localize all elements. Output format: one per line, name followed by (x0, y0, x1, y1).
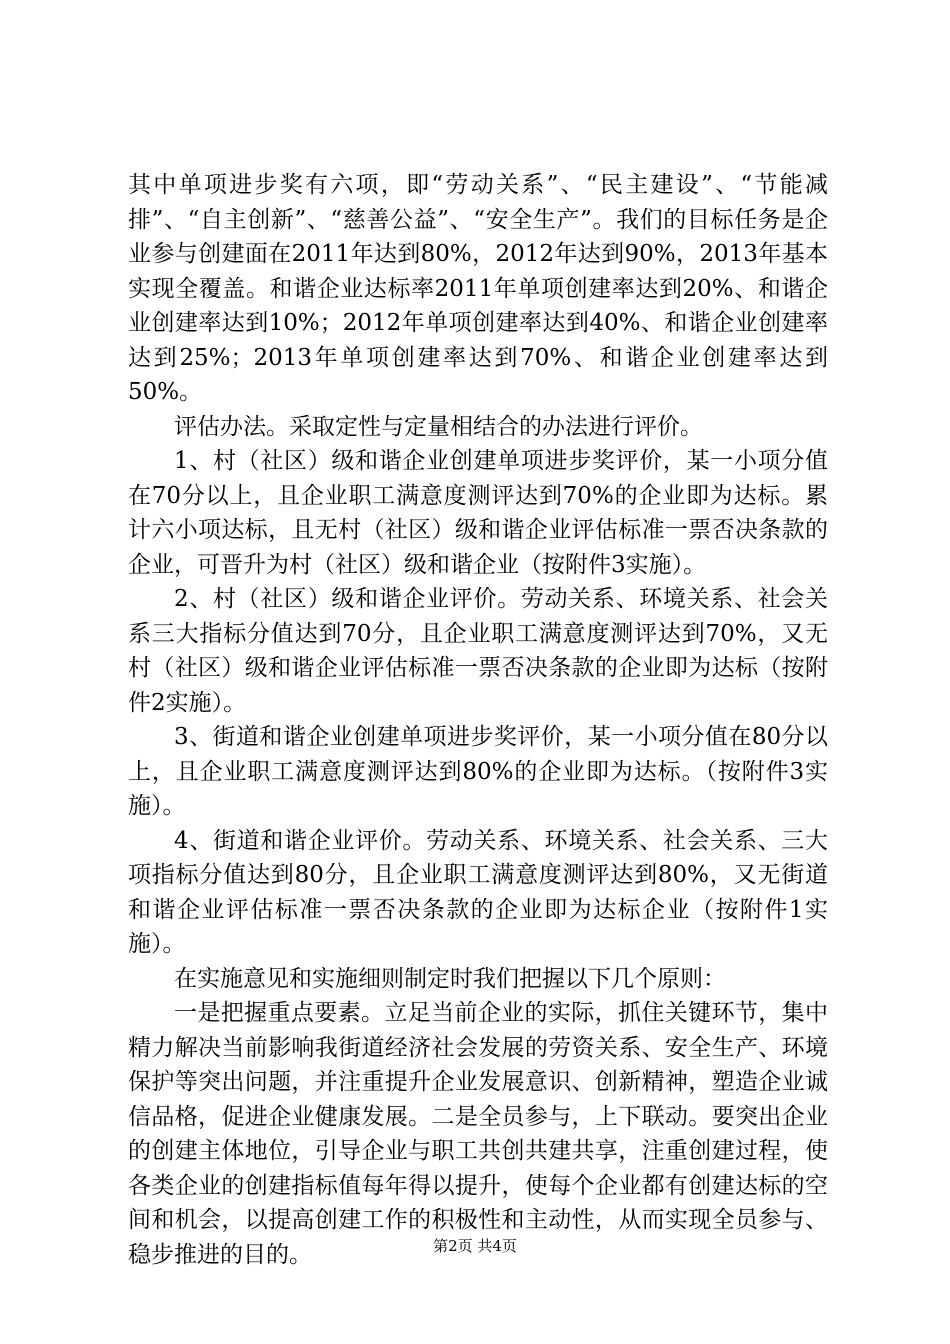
page-footer (0, 1236, 950, 1256)
paragraph-5: 3、街道和谐企业创建单项进步奖评价，某一小项分值在80分以上，且企业职工满意度测评达到80%的企业即为达标。（按附件3实施）。 (128, 724, 828, 819)
paragraph-7: 在实施意见和实施细则制定时我们把握以下几个原则： (174, 965, 726, 992)
paragraph-6: 4、街道和谐企业评价。劳动关系、环境关系、社会关系、三大项指标分值达到80分，且企业职工满意度测评达到80%，又无街道和谐企业评估标准一票否决条款的企业即为达标企业（按附件1实施）。 (128, 827, 828, 957)
paragraph-4: 2、村（社区）级和谐企业评价。劳动关系、环境关系、社会关系三大指标分值达到70分，且企业职工满意度测评达到70%，又无村（社区）级和谐企业评估标准一票否决条款的企业即为达标（按附件2实施）。 (128, 586, 828, 716)
document-body (128, 168, 828, 1272)
page-number: 第2页 共4页 (433, 1237, 517, 1255)
paragraph-3: 1、村（社区）级和谐企业创建单项进步奖评价，某一小项分值在70分以上，且企业职工满意度测评达到70%的企业即为达标。累计六小项达标，且无村（社区）级和谐企业评估标准一票否决条款的企业，可晋升为村（社区）级和谐企业（按附件3实施）。 (128, 448, 828, 578)
paragraph-8: 一是把握重点要素。立足当前企业的实际，抓住关键环节，集中精力解决当前影响我街道经济社会发展的劳资关系、安全生产、环境保护等突出问题，并注重提升企业发展意识、创新精神，塑造企业诚信品格，促进企业健康发展。二是全员参与，上下联动。要突出企业的创建主体地位，引导企业与职工共创共建共享，注重创建过程，使各类企业的创建指标值每年得以提升，使每个企业都有创建达标的空间和机会，以提高创建工作的积极性和主动性，从而实现全员参与、稳步推进的目的。 (128, 1000, 828, 1268)
paragraph-1: 其中单项进步奖有六项，即“劳动关系”、“民主建设”、“节能减排”、“自主创新”、“慈善公益”、“安全生产”。我们的目标任务是企业参与创建面在2011年达到80%，2012年达到90%，2013年基本实现全覆盖。和谐企业达标率2011年单项创建率达到20%、和谐企业创建率达到10%；2012年单项创建率达到40%、和谐企业创建率达到25%；2013年单项创建率达到70%、和谐企业创建率达到50%。 (128, 172, 828, 405)
paragraph-2: 评估办法。采取定性与定量相结合的办法进行评价。 (174, 413, 703, 440)
